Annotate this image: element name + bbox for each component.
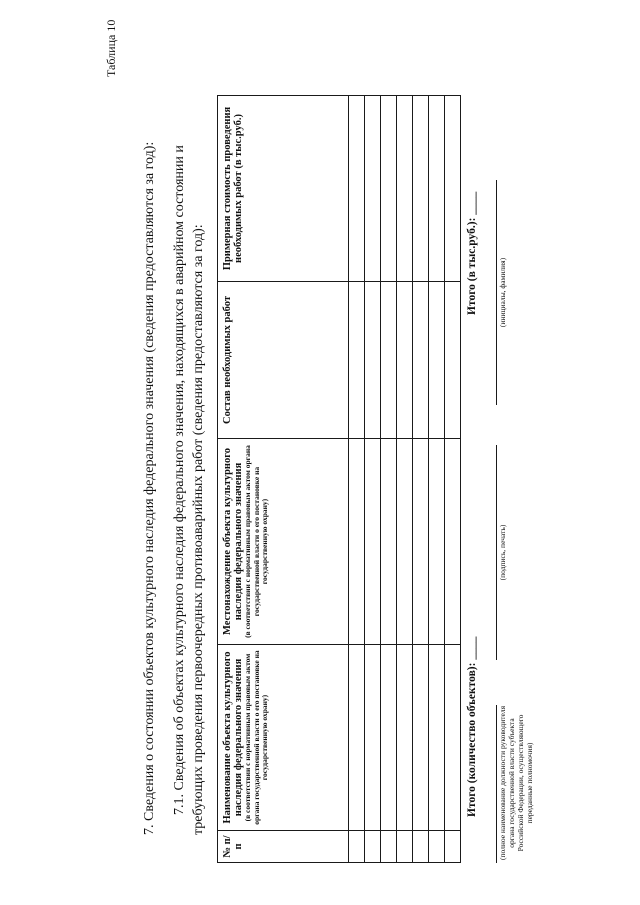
table-row bbox=[413, 96, 429, 863]
table-cell bbox=[429, 282, 445, 439]
column-note: (в соответствии с нормативным правовым актом органа государственной власти о его постановке на государственную охрану) bbox=[243, 445, 269, 638]
column-header-works bbox=[218, 282, 349, 439]
table-row bbox=[365, 96, 381, 863]
total-objects-count: Итого (количество объектов): ____ bbox=[466, 636, 478, 817]
column-header-number bbox=[218, 831, 349, 863]
table-cell bbox=[413, 96, 429, 282]
column-header-object-name bbox=[218, 645, 349, 831]
table-cell bbox=[397, 831, 413, 863]
table-cell bbox=[365, 645, 381, 831]
table-cell bbox=[349, 645, 365, 831]
subsection-title-line-1: 7.1. Сведения об объектах культурного наследия федерального значения, находящихся в аварийном состоянии и bbox=[172, 145, 187, 815]
table-row bbox=[381, 96, 397, 863]
table-cell bbox=[381, 831, 397, 863]
table-cell bbox=[365, 282, 381, 439]
section-title: 7. Сведения о состоянии объектов культурного наследия федерального значения (сведения предоставляются за год): bbox=[142, 141, 157, 835]
table-cell bbox=[413, 831, 429, 863]
table-cell bbox=[429, 645, 445, 831]
table-cell bbox=[397, 439, 413, 645]
table-cell bbox=[429, 831, 445, 863]
table-cell bbox=[397, 96, 413, 282]
column-title: Примерная стоимость проведения необходимых работ (в тыс.руб.) bbox=[222, 106, 244, 271]
table-cell bbox=[397, 645, 413, 831]
table-row bbox=[397, 96, 413, 863]
table-cell bbox=[349, 282, 365, 439]
position-signature-line bbox=[496, 705, 497, 863]
table-cell bbox=[381, 96, 397, 282]
table-cell bbox=[397, 282, 413, 439]
total-cost: Итого (в тыс.руб.): ____ bbox=[466, 191, 478, 315]
table-header-row bbox=[218, 96, 349, 863]
table-cell bbox=[349, 439, 365, 645]
column-header-location bbox=[218, 439, 349, 645]
emergency-objects-table bbox=[217, 95, 461, 863]
table-cell bbox=[413, 439, 429, 645]
table-cell bbox=[429, 96, 445, 282]
table-cell bbox=[365, 439, 381, 645]
table-body bbox=[349, 96, 461, 863]
table-cell bbox=[445, 282, 461, 439]
table-number-label: Таблица 10 bbox=[104, 19, 118, 77]
column-title: Местонахождение объекта культурного наследия федерального значения bbox=[222, 448, 244, 635]
table-cell bbox=[365, 96, 381, 282]
table-cell bbox=[381, 439, 397, 645]
table-cell bbox=[349, 831, 365, 863]
subsection-title-line-2: требующих проведения первоочередных противоаварийных работ (сведения предоставляются за год): bbox=[191, 224, 206, 835]
table-row bbox=[429, 96, 445, 863]
table-cell bbox=[445, 96, 461, 282]
table-cell bbox=[365, 831, 381, 863]
column-header-cost bbox=[218, 96, 349, 282]
table-cell bbox=[381, 282, 397, 439]
table-row bbox=[349, 96, 365, 863]
table-cell bbox=[349, 96, 365, 282]
table-cell bbox=[445, 831, 461, 863]
table-cell bbox=[381, 645, 397, 831]
signature-line bbox=[496, 445, 497, 660]
name-caption: (инициалы, фамилия) bbox=[498, 257, 507, 328]
column-note: (в соответствии с нормативным правовым актом органа государственной власти о его постановке на государственную охрану) bbox=[243, 650, 269, 825]
column-title: № п/п bbox=[222, 835, 244, 858]
position-caption: (полное наименование должности руководителя органа государственной власти субъекта Российской Федерации, осуществляющего переданные полномочия) bbox=[498, 705, 534, 861]
name-signature-line bbox=[496, 180, 497, 405]
table-cell bbox=[445, 645, 461, 831]
table-cell bbox=[413, 645, 429, 831]
table-cell bbox=[429, 439, 445, 645]
table-cell bbox=[413, 282, 429, 439]
column-title: Состав необходимых работ bbox=[222, 296, 233, 424]
table-cell bbox=[445, 439, 461, 645]
table-row bbox=[445, 96, 461, 863]
column-title: Наименование объекта культурного наследия федерального значения bbox=[222, 651, 244, 824]
signature-caption: (подпись, печать) bbox=[498, 524, 507, 581]
